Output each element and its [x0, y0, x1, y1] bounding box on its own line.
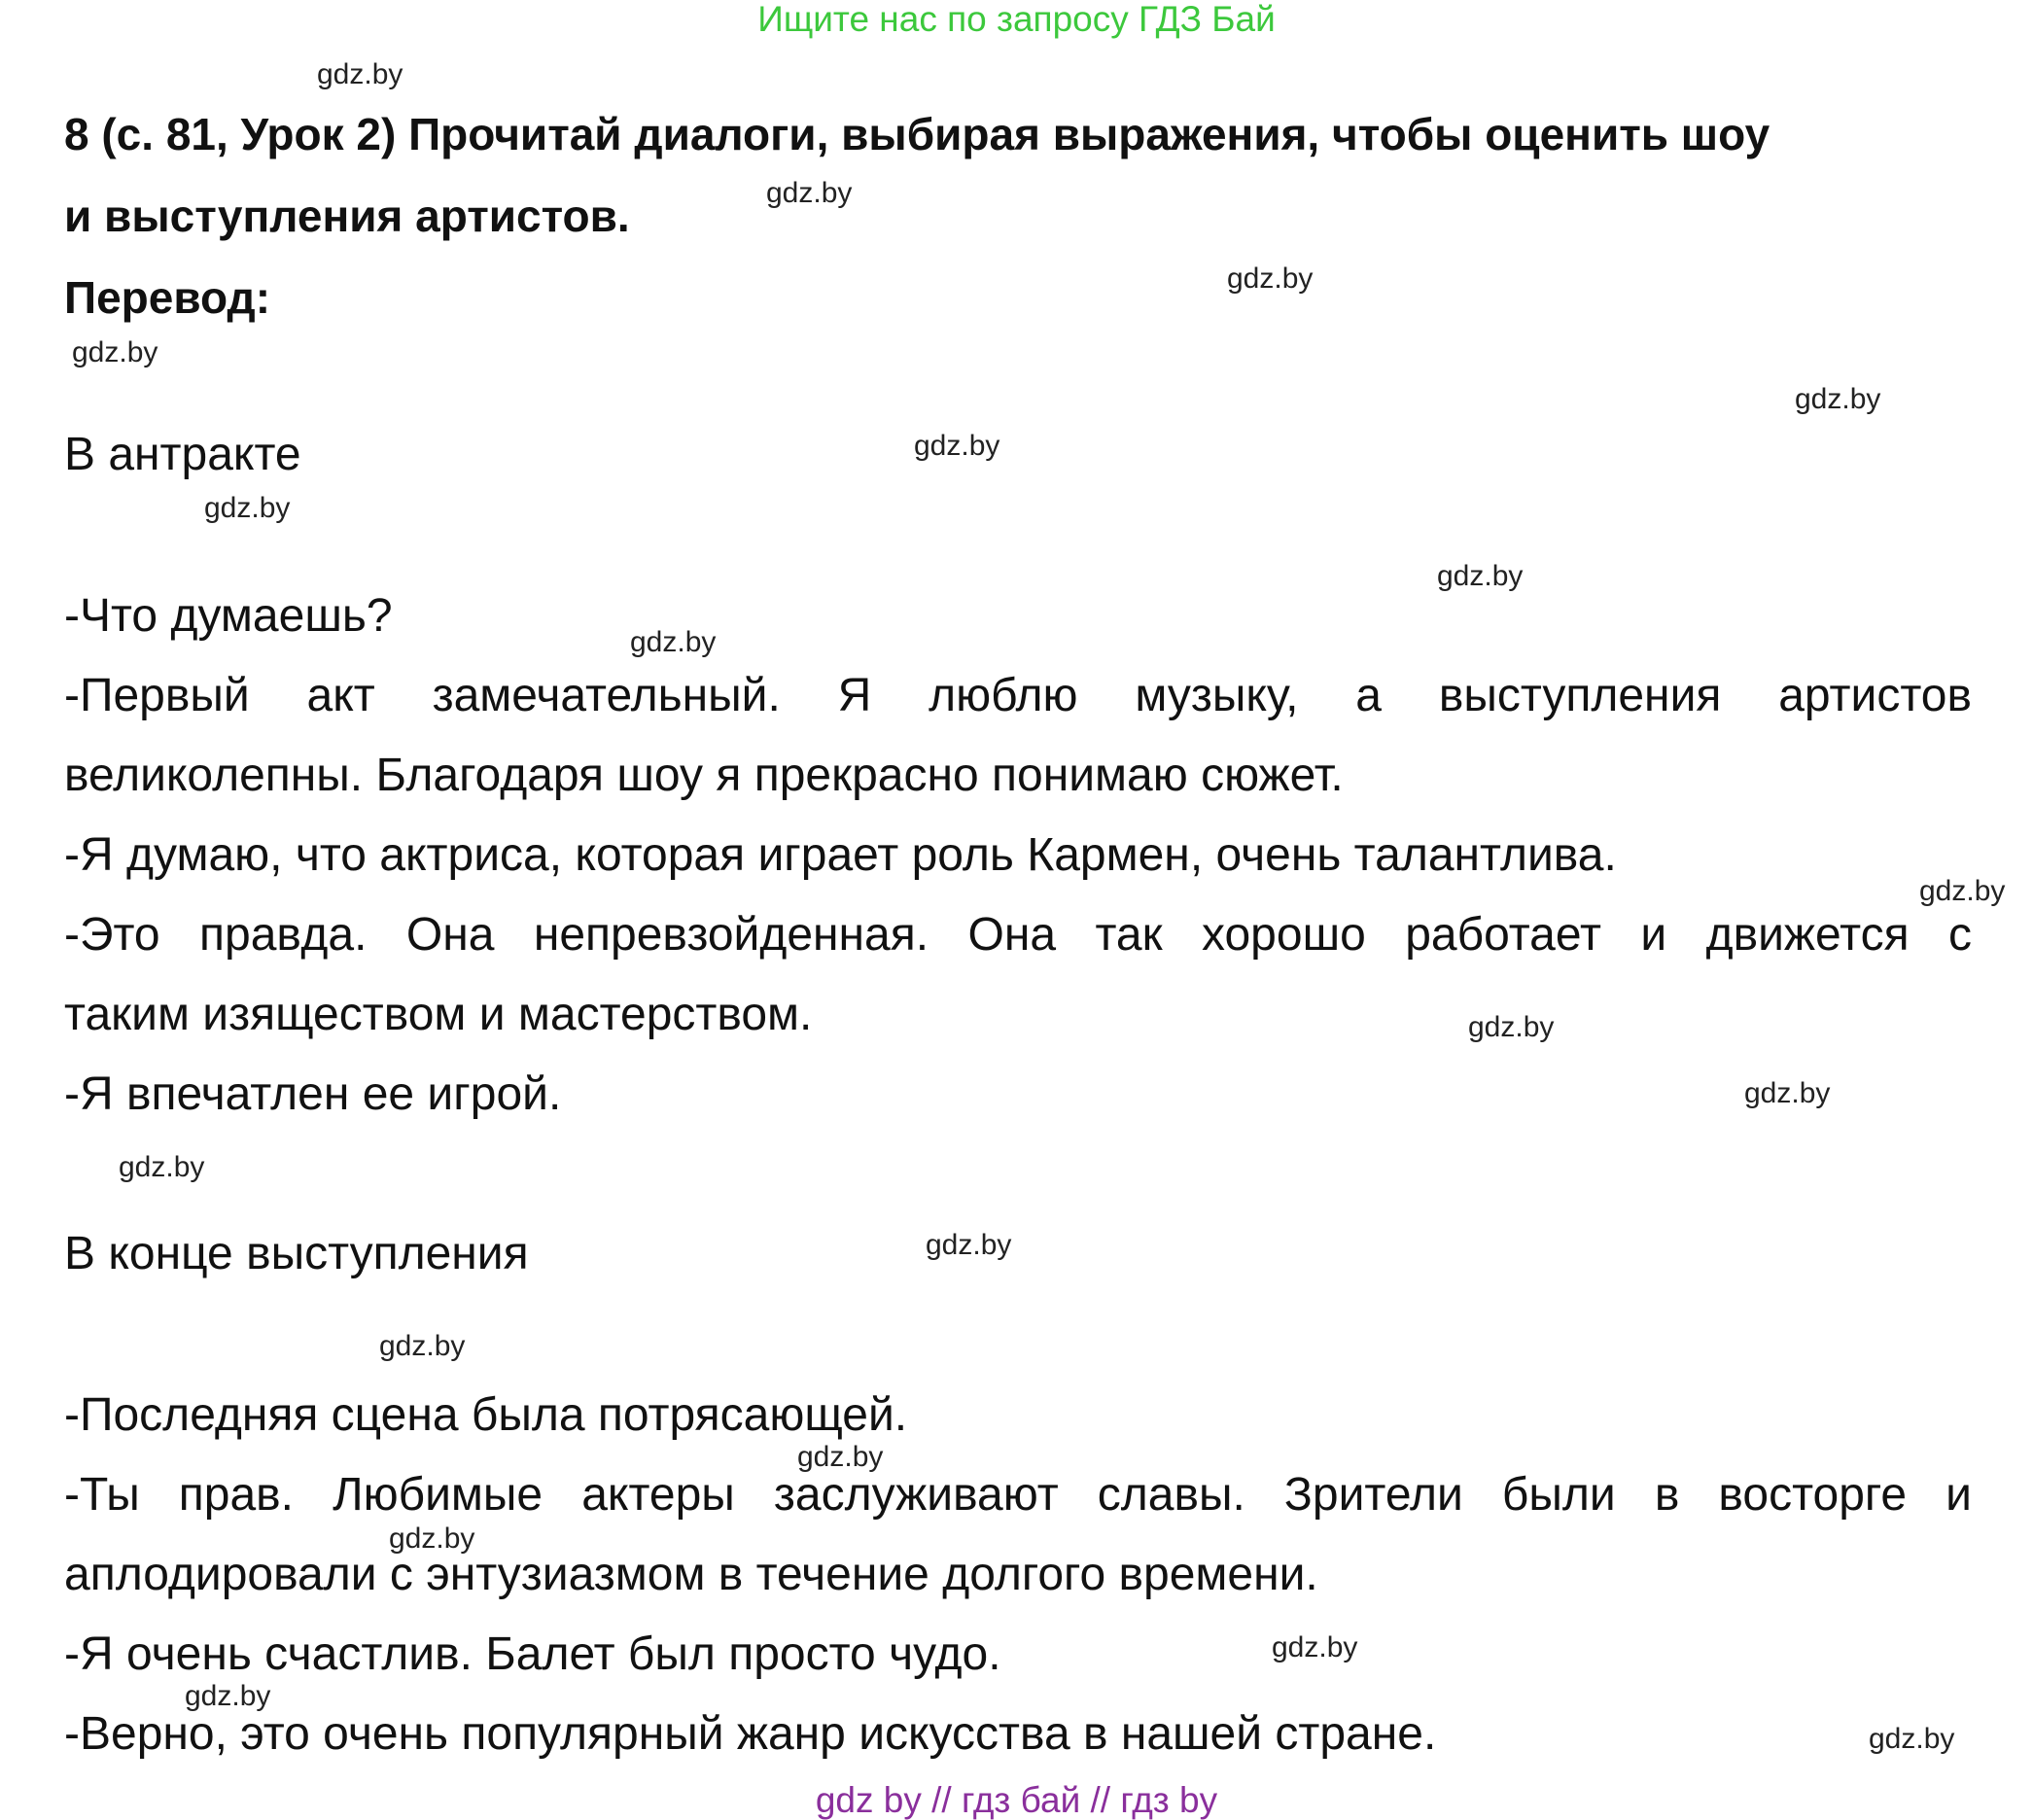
watermark: gdz.by [1437, 560, 1524, 592]
watermark: gdz.by [1869, 1723, 1955, 1755]
dialogue-line: -Я впечатлен ее игрой. [64, 1068, 562, 1120]
dialogue-line: -Ты прав. Любимые актеры заслуживают славы. Зрители были в восторге и [64, 1469, 1972, 1521]
watermark: gdz.by [1744, 1077, 1831, 1109]
dialogue-line: аплодировали с энтузиазмом в течение долгого времени. [64, 1549, 1318, 1600]
exercise-heading-line-2: и выступления артистов. [64, 191, 630, 241]
watermark: gdz.by [389, 1522, 475, 1555]
watermark: gdz.by [1468, 1011, 1555, 1043]
watermark: gdz.by [72, 336, 158, 368]
dialogue-line: -Это правда. Она непревзойденная. Она так хорошо работает и движется с [64, 909, 1972, 961]
footer-links: gdz by // гдз бай // гдз by [815, 1780, 1218, 1820]
top-banner: Ищите нас по запросу ГДЗ Бай [757, 0, 1276, 39]
watermark: gdz.by [1795, 383, 1881, 415]
watermark: gdz.by [317, 58, 403, 90]
dialogue-line: -Я очень счастлив. Балет был просто чудо. [64, 1628, 1001, 1680]
watermark: gdz.by [797, 1441, 884, 1473]
dialogue-line: -Я думаю, что актриса, которая играет роль Кармен, очень талантлива. [64, 829, 1617, 881]
watermark: gdz.by [926, 1229, 1012, 1261]
watermark: gdz.by [766, 177, 853, 209]
watermark: gdz.by [1919, 875, 2006, 907]
dialogue-line: -Первый акт замечательный. Я люблю музыку, а выступления артистов [64, 670, 1972, 721]
section-title-end-of-performance: В конце выступления [64, 1228, 529, 1279]
watermark: gdz.by [185, 1680, 271, 1712]
watermark: gdz.by [379, 1330, 466, 1362]
watermark: gdz.by [914, 430, 1000, 462]
section-title-intermission: В антракте [64, 429, 301, 480]
dialogue-line: -Последняя сцена была потрясающей. [64, 1389, 908, 1441]
dialogue-line: великолепны. Благодаря шоу я прекрасно понимаю сюжет. [64, 750, 1344, 801]
watermark: gdz.by [1227, 262, 1314, 295]
watermark: gdz.by [630, 626, 717, 658]
exercise-heading-line-1: 8 (с. 81, Урок 2) Прочитай диалоги, выбирая выражения, чтобы оценить шоу [64, 109, 1770, 159]
watermark: gdz.by [1272, 1631, 1358, 1663]
dialogue-line: таким изяществом и мастерством. [64, 989, 813, 1040]
dialogue-line: -Что думаешь? [64, 590, 393, 642]
translation-label: Перевод: [64, 272, 271, 323]
watermark: gdz.by [204, 492, 291, 524]
watermark: gdz.by [119, 1151, 205, 1183]
dialogue-line: -Верно, это очень популярный жанр искусства в нашей стране. [64, 1708, 1437, 1760]
